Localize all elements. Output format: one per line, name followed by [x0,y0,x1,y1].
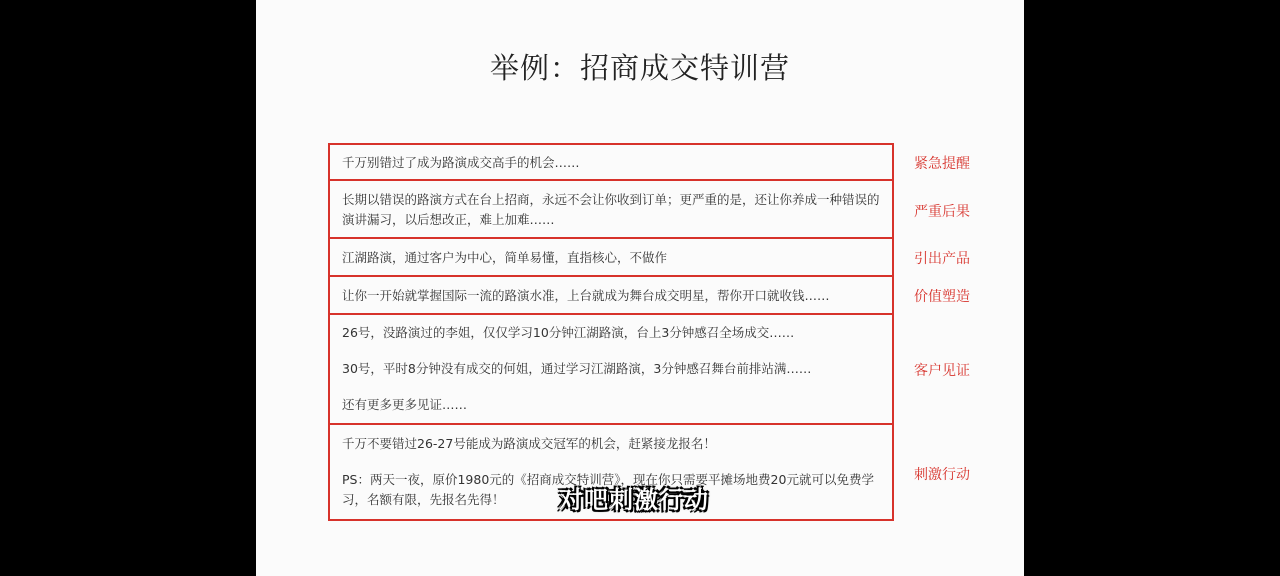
section-text: 长期以错误的路演方式在台上招商，永远不会让你收到订单；更严重的是，还让你养成一种错误的演讲漏习，以后想改正，难上加难…… [342,192,880,227]
section-label-urgent-reminder: 紧急提醒 [914,156,970,172]
section-box-introduce-product [328,237,894,277]
section-text: PS：两天一夜，原价1980元的《招商成交特训营》，现在你只需要平摊场地费20元就可以免费学习，名额有限，先报名先得！ [342,472,874,507]
section-text: 千万不要错过26-27号能成为路演成交冠军的机会，赶紧接龙报名！ [342,436,716,451]
section-text: 26号，没路演过的李姐，仅仅学习10分钟江湖路演，台上3分钟感召全场成交…… [342,325,795,340]
section-text: 让你一开始就掌握国际一流的路演水准，上台就成为舞台成交明星，帮你开口就收钱…… [342,288,830,303]
section-text: 30号，平时8分钟没有成交的何姐，通过学习江湖路演，3分钟感召舞台前排站满…… [342,361,812,376]
section-label-serious-consequence: 严重后果 [914,204,970,220]
section-box-value-shaping [328,275,894,315]
section-text: 千万别错过了成为路演成交高手的机会…… [342,155,580,170]
section-label-value-shaping: 价值塑造 [914,289,970,305]
section-box-customer-testimonial [328,313,894,425]
section-text: 还有更多更多见证…… [342,397,468,412]
section-text: 江湖路演，通过客户为中心，简单易懂，直指核心，不做作 [342,250,668,265]
slide-title: 举例：招商成交特训营 [489,51,790,85]
section-box-urgent-reminder [328,143,894,181]
section-box-serious-consequence [328,179,894,239]
video-subtitle: 对吧刺激行动 [559,486,709,514]
section-label-introduce-product: 引出产品 [914,251,970,267]
section-label-customer-testimonial: 客户见证 [914,363,970,379]
section-label-stimulate-action: 刺激行动 [914,467,970,483]
